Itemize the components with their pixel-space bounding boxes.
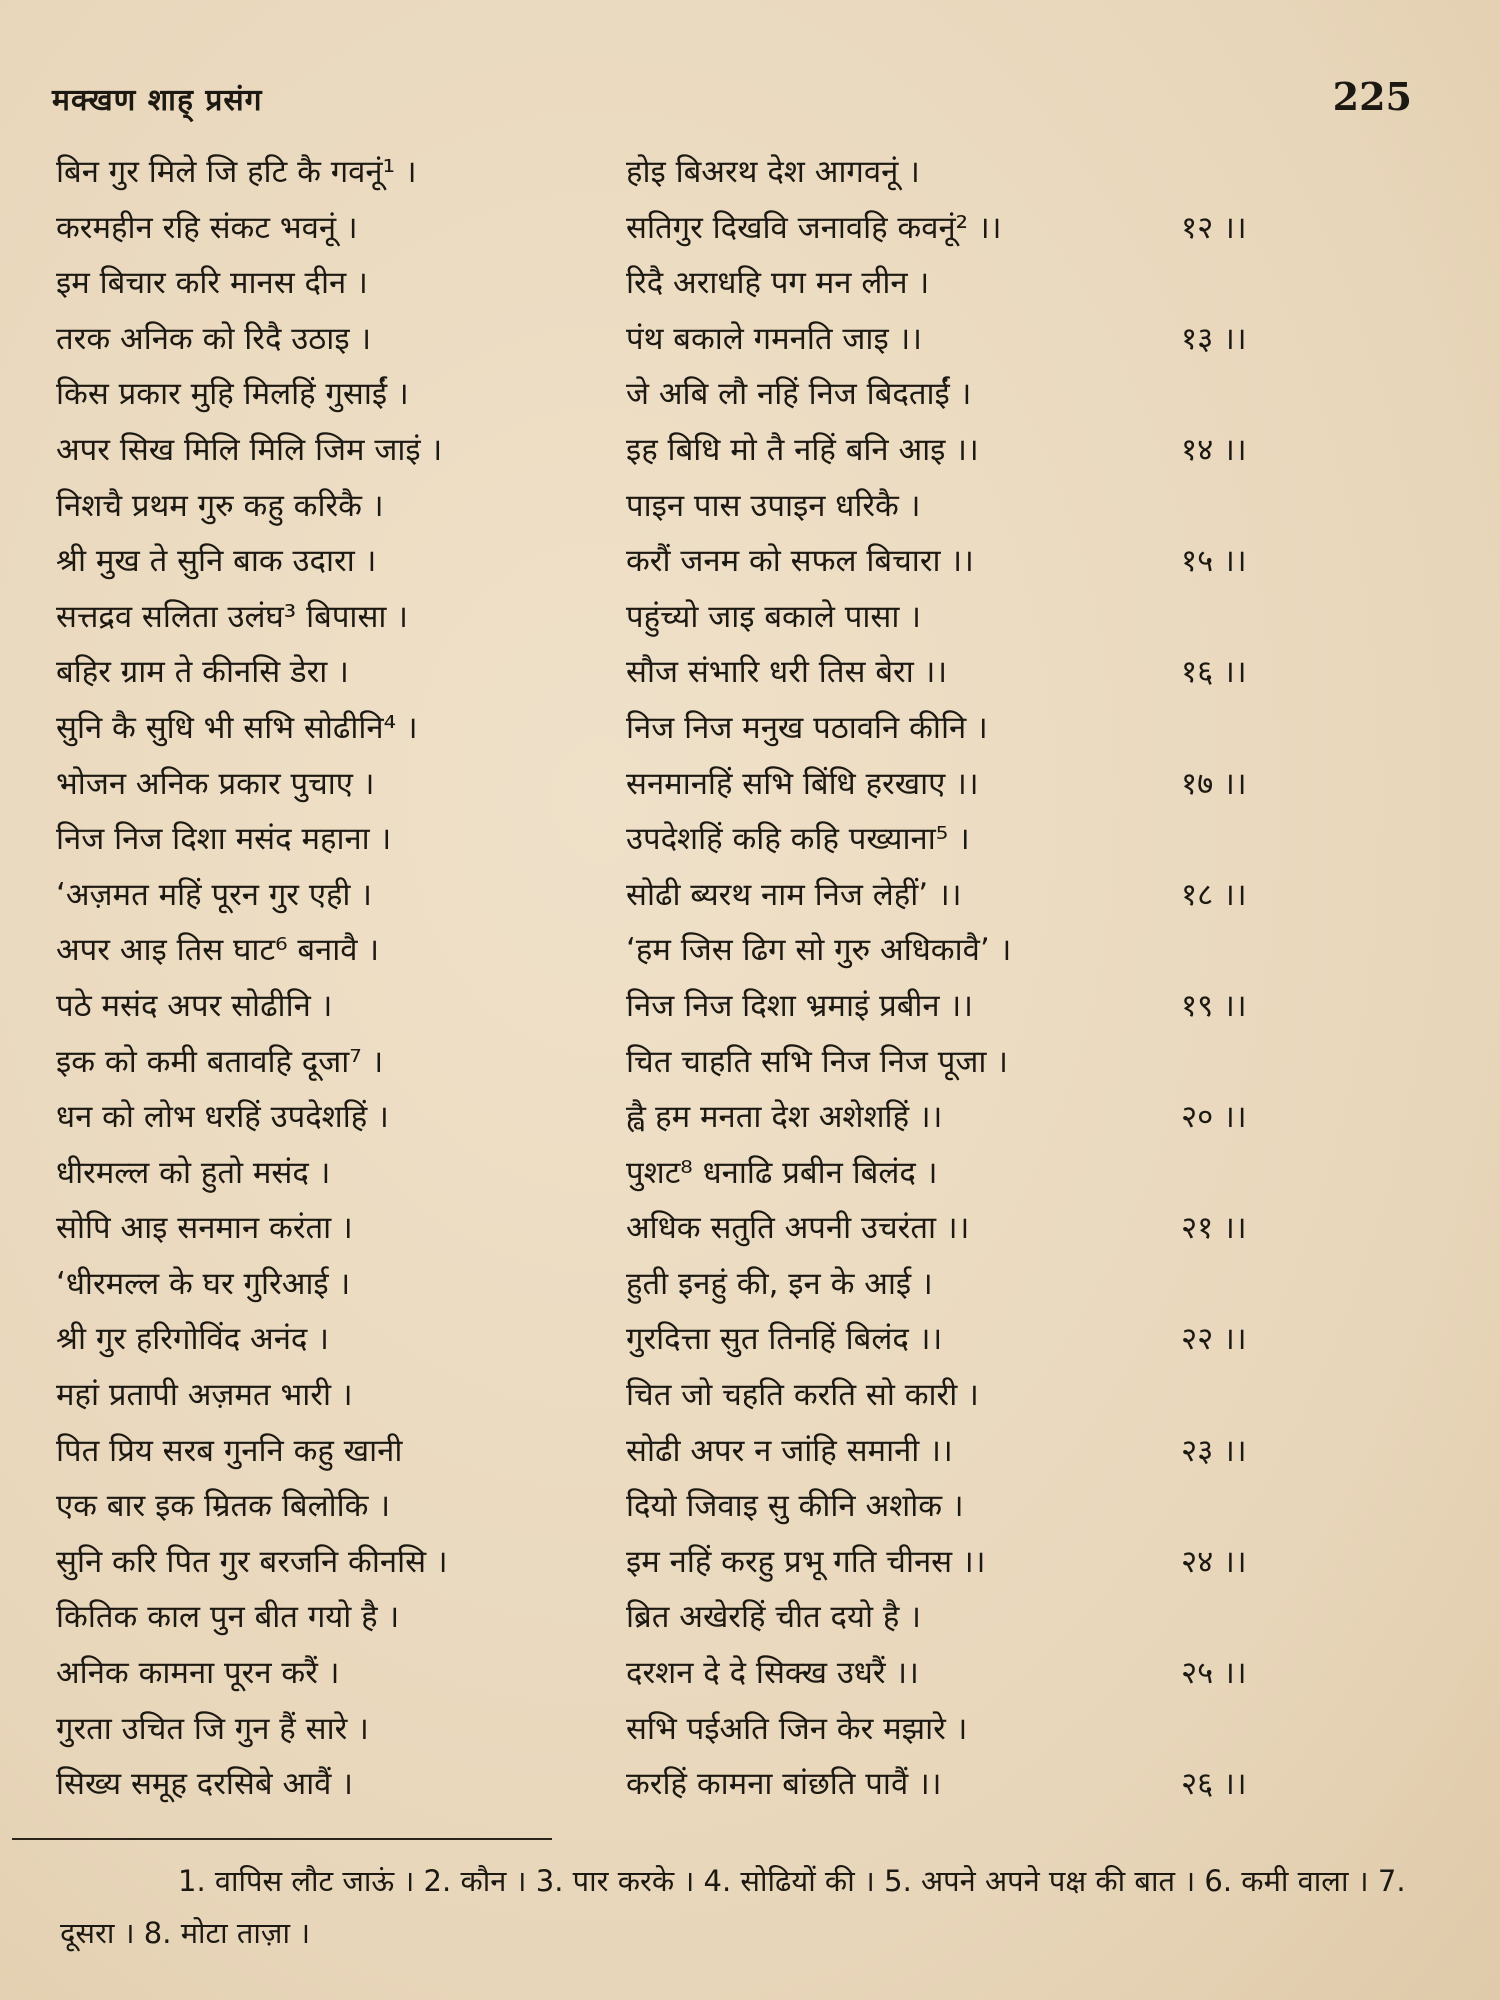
verse-right-half: दियो जिवाइ सु कीनि अशोक । [626,1488,964,1525]
verse-number: २२ ।। [1181,1321,1247,1358]
verse-left-half: इम बिचार करि मानस दीन । [56,265,368,302]
verse-right-half: सोढी ब्यरथ नाम निज लेहीं’ ।। [626,876,962,913]
verse-line [56,1535,1301,1591]
verse-line [56,812,1301,868]
verse-right-half: सनमानहिं सभि बिंधि हरखाए ।। [626,765,979,802]
verse-line [56,1035,1301,1091]
verse-line [56,1312,1301,1368]
footnotes: 1. वापिस लौट जाऊं । 2. कौन । 3. पार करके । 4. सोढियों की । 5. अपने अपने पक्ष की बात । 6. कमी वाला । 7. दूसरा । 8. मोटा ताज़ा । [60,1864,1406,1950]
verse-line [56,256,1301,312]
verse-left-half: पठे मसंद अपर सोढीनि । [56,987,333,1024]
verse-left-half: अनिक कामना पूरन करैं । [56,1655,340,1692]
verse-line [56,1590,1301,1646]
verse-left-half: निज निज दिशा मसंद महाना । [56,821,392,858]
verse-number: २३ ।। [1181,1432,1247,1469]
verse-line [56,701,1301,757]
verse-left-half: श्री गुर हरिगोविंद अनंद । [56,1321,330,1358]
verse-left-half: सत्तद्रव सलिता उलंघ³ बिपासा । [56,598,409,635]
verse-left-half: कितिक काल पुन बीत गयो है । [56,1599,400,1636]
verse-number: २० ।। [1181,1099,1247,1136]
verse-right-half: सभि पईअति जिन केर मझारे । [626,1710,968,1747]
verse-left-half: महां प्रतापी अज़मत भारी । [56,1377,353,1414]
verse-right-half: जे अबि लौ नहिं निज बिदताईं । [626,376,972,413]
verse-right-half: होइ बिअरथ देश आगवनूं । [626,154,920,190]
verse-right-half: चित चाहति सभि निज निज पूजा । [626,1043,1009,1080]
verse-number: १८ ।। [1181,876,1247,913]
verse-right-half: हुती इनहुं की, इन के आई । [626,1265,933,1302]
verse-left-half: अपर आइ तिस घाट⁶ बनावै । [56,932,380,969]
verse-right-half: इह बिधि मो तै नहिं बनि आइ ।। [626,431,979,468]
verse-line [56,534,1301,590]
verse-line [56,590,1301,646]
verse-left-half: सुनि करि पित गुर बरजनि कीनसि । [56,1543,448,1580]
verse-right-half: ‘हम जिस ढिग सो गुरु अधिकावै’ । [626,932,1012,969]
verse-number: १५ ।। [1181,543,1247,580]
verse-right-half: दरशन दे दे सिक्ख उधरैं ।। [626,1655,919,1692]
verse-number: २४ ।। [1181,1543,1247,1580]
verse-number: १६ ।। [1181,654,1247,691]
verse-left-half: सोपि आइ सनमान करंता । [56,1210,353,1247]
verse-left-half: इक को कमी बतावहि दूजा⁷ । [56,1043,384,1080]
footnote-divider [12,1838,552,1840]
verse-right-half: सोढी अपर न जांहि समानी ।। [626,1432,953,1469]
verse-right-half: अधिक सतुति अपनी उचरंता ।। [626,1210,970,1247]
verse-line [56,757,1301,813]
verse-number: २६ ।। [1181,1766,1247,1803]
verse-line [56,1702,1301,1758]
verse-right-half: सतिगुर दिखवि जनावहि कवनूं² ।। [626,209,1002,246]
verse-line [56,479,1301,535]
verse-line [56,1146,1301,1202]
verse-right-half: करहिं कामना बांछति पावैं ।। [626,1766,942,1803]
verse-left-half: निशचै प्रथम गुरु कहु करिकै । [56,487,384,524]
page-header [52,74,1412,124]
verse-line [56,1757,1301,1813]
verse-right-half: पुशट⁸ धनाढि प्रबीन बिलंद । [626,1154,938,1191]
verse-line [56,1090,1301,1146]
verse-line [56,201,1301,257]
verse-line [56,1646,1301,1702]
verse-left-half: श्री मुख ते सुनि बाक उदारा । [56,543,377,580]
verse-right-half: ब्रित अखेरहिं चीत दयो है । [626,1599,921,1636]
verse-line [56,367,1301,423]
verse-line [56,1201,1301,1257]
verse-left-half: बहिर ग्राम ते कीनसि डेरा । [56,654,349,691]
verse-left-half: अपर सिख मिलि मिलि जिम जाइं । [56,431,443,468]
verse-left-half: करमहीन रहि संकट भवनूं । [56,209,358,246]
verse-left-half: बिन गुर मिले जि हटि कै गवनूं¹ । [56,154,417,190]
verse-left-half: तरक अनिक को रिदै उठाइ । [56,320,372,357]
verse-left-half: एक बार इक म्रितक बिलोकि । [56,1488,391,1525]
verse-line [56,312,1301,368]
verse-left-half: धीरमल्ल को हुतो मसंद । [56,1154,331,1191]
verse-line [56,868,1301,924]
verse-left-half: पित प्रिय सरब गुननि कहु खानी [56,1432,403,1469]
verse-number: १२ ।। [1181,209,1247,246]
verse-number: २१ ।। [1181,1210,1247,1247]
verse-line [56,1479,1301,1535]
verse-right-half: इम नहिं करहु प्रभू गति चीनस ।। [626,1543,986,1580]
verse-right-half: पंथ बकाले गमनति जाइ ।। [626,320,923,357]
verse-right-half: ह्वै हम मनता देश अशेशहिं ।। [626,1099,943,1136]
verse-right-half: निज निज दिशा भ्रमाइं प्रबीन ।। [626,987,973,1024]
verse-left-half: सिख्य समूह दरसिबे आवैं । [56,1766,353,1803]
verse-left-half: ‘धीरमल्ल के घर गुरिआई । [56,1265,351,1302]
verse-right-half: पहुंच्यो जाइ बकाले पासा । [626,598,921,635]
verse-right-half: सौज संभारि धरी तिस बेरा ।। [626,654,948,691]
verse-line [56,145,1301,201]
verse-line [56,979,1301,1035]
verse-left-half: धन को लोभ धरहिं उपदेशहिं । [56,1099,389,1136]
running-title: मक्खण शाह् प्रसंग [52,83,263,118]
verse-right-half: रिदै अराधहि पग मन लीन । [626,265,930,302]
verse-left-half: ‘अज़मत महिं पूरन गुर एही । [56,876,373,913]
verse-right-half: चित जो चहति करति सो कारी । [626,1377,979,1414]
verse-line [56,645,1301,701]
verse-left-half: सुनि कै सुधि भी सभि सोढीनि⁴ । [56,709,418,746]
verse-right-half: गुरदित्ता सुत तिनहिं बिलंद ।। [626,1321,943,1358]
verse-number: १३ ।। [1181,320,1247,357]
verse-line [56,923,1301,979]
verse-line [56,1257,1301,1313]
verse-number: २५ ।। [1181,1655,1247,1692]
verse-left-half: किस प्रकार मुहि मिलहिं गुसाईं । [56,376,409,413]
verse-right-half: पाइन पास उपाइन धरिकै । [626,487,921,524]
page-number: 225 [1332,74,1412,119]
verse-right-half: उपदेशहिं कहि कहि पख्याना⁵ । [626,821,970,858]
verse-right-half: निज निज मनुख पठावनि कीनि । [626,709,988,746]
verse-number: १९ ।। [1181,987,1247,1024]
verse-block [56,145,1301,1813]
verse-number: १४ ।। [1181,431,1247,468]
verse-line [56,423,1301,479]
verse-right-half: करौं जनम को सफल बिचारा ।। [626,543,974,580]
verse-left-half: भोजन अनिक प्रकार पुचाए । [56,765,375,802]
verse-left-half: गुरता उचित जि गुन हैं सारे । [56,1710,369,1747]
verse-line [56,1424,1301,1480]
verse-line [56,1368,1301,1424]
verse-number: १७ ।। [1181,765,1247,802]
